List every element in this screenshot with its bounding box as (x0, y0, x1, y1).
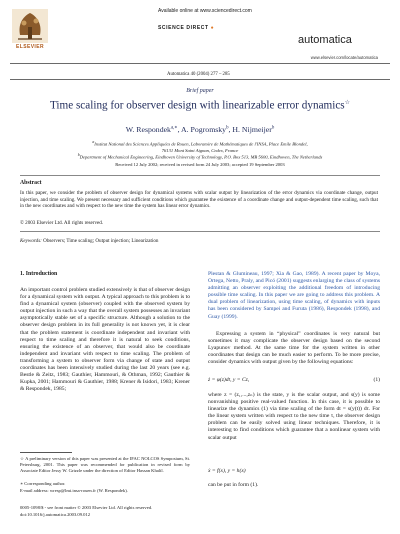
issn-line: 0005-1098/$ - see front matter © 2003 Elsevier Ltd. All rights reserved. (20, 505, 153, 510)
sciencedirect-swoosh-icon: ● (210, 25, 215, 31)
abstract-copyright: © 2003 Elsevier Ltd. All rights reserved. (20, 220, 104, 226)
author-sup-1: a,∗ (170, 125, 178, 131)
citation-line: Automatica 40 (2004) 277 – 285 (167, 72, 230, 77)
author-sup-2: b (226, 125, 229, 131)
article-type: Brief paper (186, 88, 214, 94)
header-divider (10, 63, 390, 64)
intro-right-paragraph-2: Expressing a system in “physical” coordinates is very natural but sometimes it may complicate the observer design based on the second Lyapunov method. At the same time for the system written in other coordinates that design can be much easier to perform. To be more precise, consider dynamics with output given by the following equations: (208, 331, 380, 366)
affiliation-a-mark: a (92, 140, 95, 144)
footnote-email[interactable]: E-mail address: wresp@lmi.insa-rouen.fr (W. Respondek). (20, 488, 128, 493)
affiliation-a-line1: Institut National des Sciences Appliquées de Rouen, Laboratoire de Mathématiques de l'INSA, Place Emile Blondel, (94, 141, 308, 147)
author-nijmeijer[interactable]: , H. Nijmeijer (228, 125, 272, 134)
journal-url[interactable]: www.elsevier.com/locate/automatica (310, 55, 378, 60)
affiliation-a-line2: 76131 Mont Saint Aignan, Cedex, France (161, 147, 239, 153)
elsevier-logo (12, 9, 48, 43)
doi-line[interactable]: doi:10.1016/j.automatica.2003.09.012 (20, 512, 91, 517)
journal-name: automatica (298, 34, 352, 46)
equation-1-number: (1) (373, 377, 380, 383)
affiliation-b-text: Department of Mechanical Engineering, Eindhoven University of Technology, P.O. Box 513, MB 5600, Eindhoven, The Netherlands (79, 154, 323, 160)
title-footnote-mark: ☆ (344, 100, 351, 106)
article-title (20, 97, 380, 113)
abstract-top-rule (20, 175, 380, 176)
available-online-text: Available online at www.sciencedirect.com (158, 8, 252, 14)
abstract-heading: Abstract (20, 180, 42, 186)
received-dates: Received 12 July 2002; received in revised form 24 July 2003; accepted 19 September 2003 (115, 162, 285, 167)
article-title-text: Time scaling for observer design with linearizable error dynamics (49, 99, 345, 112)
sciencedirect-logo (158, 25, 214, 31)
equation-1 (208, 377, 380, 383)
header-divider-bottom (10, 79, 390, 80)
equation-2 (208, 468, 380, 474)
abstract-body: In this paper, we consider the problem of observer design for dynamical systems with scalar output by linearization of the error dynamics via coordinate change, output injection, and time scaling. We present necessary and sufficient conditions which guarantee the existence of a coordinate change and output-dependent time scaling, such that in the new coordinates and with respect to the new time the system has linear error dynamics. (20, 190, 378, 209)
affiliation-b-mark: b (77, 153, 80, 157)
sciencedirect-label: SCIENCE DIRECT (158, 25, 209, 31)
keywords-values: Observers; Time scaling; Output injection; Linearization (43, 238, 159, 244)
intro-right-paragraph-3: where z = (z₁,...,zₙ) is the state, y is the scalar output, and s(y) is some nonvanishing positive real-valued function. In this case, it is possible to linearize the dynamics (1) via time scaling of the form dt = s(y(t)) dτ. For the linear system written with respect to the new time τ, the observer design problem can be easily solved using linear techniques. Therefore, it is interesting to find conditions which guarantee that a nonlinear system with scalar output (208, 392, 380, 441)
publisher-name: ELSEVIER (16, 44, 44, 50)
affiliation-b (30, 152, 370, 161)
keywords-line (20, 238, 158, 244)
abstract-bottom-rule (20, 231, 380, 232)
footnote-corresponding: ∗ Corresponding author. (20, 481, 66, 486)
intro-heading: 1. Introduction (20, 271, 58, 277)
footnote-rule (20, 452, 72, 453)
footnote-star: ☆ A preliminary version of this paper was presented at the IFAC NOLCOS Symposium, St. Petersburg, 2001. This paper was recommended for publication in revised form by Associate Editor Jessy W. Grizzle under the direction of Editor Hassan Khalil. (20, 456, 190, 473)
intro-right-paragraph-1 (208, 271, 380, 321)
author-pogromsky[interactable]: , A. Pogromsky (177, 125, 227, 134)
author-list (20, 125, 380, 134)
equation-2-body: ẋ = f(x), y = h(x) (208, 468, 246, 474)
intro-right-paragraph-4: can be put in form (1). (208, 482, 259, 488)
intro-right-text-1: Plestan & Glumineau, 1997; Xia & Gao, 1989). A recent paper by Moya, Ortega, Netto, Praly, and Picó (2001) suggests enlarging the class of systems admitting an observer exploiting the additional freedom of introducing possible time scaling. In this paper we are going to address this problem. A dual problem of linearization, using time scaling, of dynamics with inputs has been considered by Sampei and Furuta (1986), Respondek (1998), and Guay (1999). (208, 271, 380, 320)
equation-1-body: ż = φ(z)dt, y = Cz, (208, 377, 250, 383)
author-respondek[interactable]: W. Respondek (125, 125, 171, 134)
intro-left-paragraph: An important control problem studied extensively is that of observer design for a dynamical system with output. A typical approach to this problem is to find a dynamical system (observer) coupled with the observed system by output injection in such a way that the overall system possesses an invariant asymptotically stable set of a specific structure. Although a solution to the observer design problem in its full generality is not known yet, it is clear that the problem statement is coordinate independent and invariant with respect to time scaling and therefore it is natural to seek conditions, ensuring the existence of an observer, that would also be coordinate independent and invariant with respect to time scaling. The problem of transforming a system to observer form via change of state and output coordinates has been intensively studied during the last 20 years (see e.g. Bestle & Zeitz, 1983; Gauthier, Hammouri, & Othman, 1992; Gauthier & Kupka, 2001; Hammouri & Gauthier, 1988; Krener & Isidori, 1983; Krener & Respondek, 1985; (20, 287, 190, 393)
keywords-label: Keywords: (20, 238, 42, 244)
author-sup-3: b (271, 125, 275, 131)
